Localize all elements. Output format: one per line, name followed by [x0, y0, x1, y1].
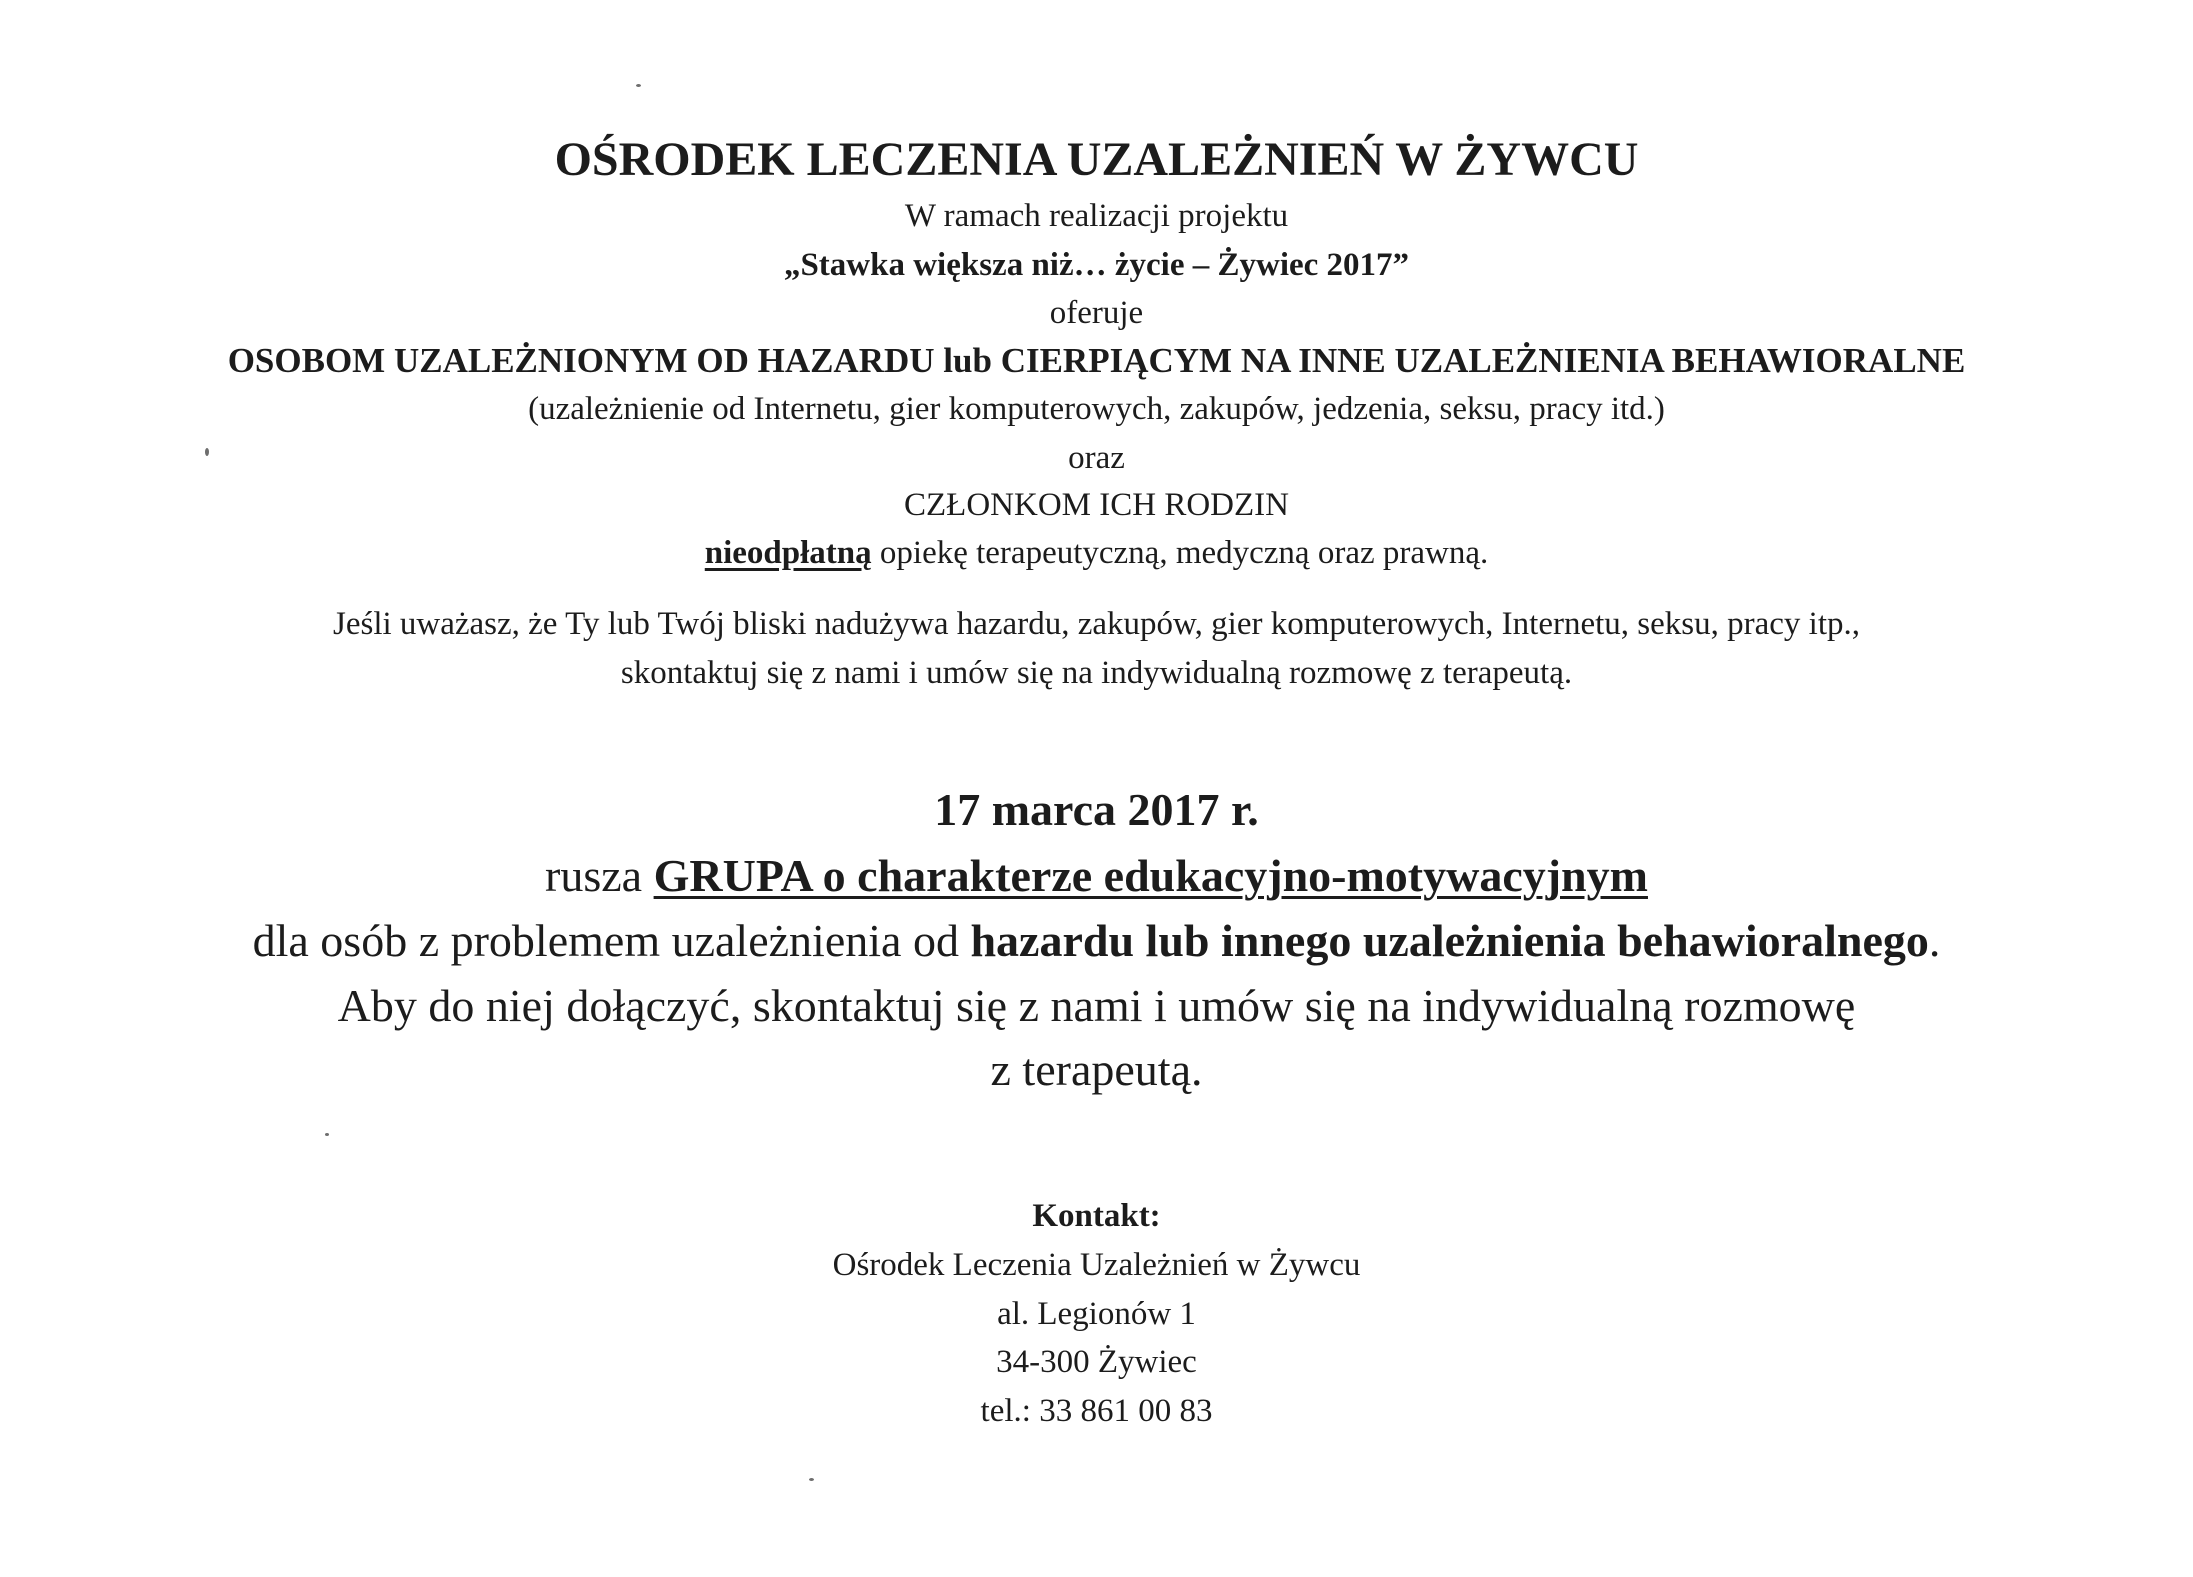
scan-speck [325, 1133, 329, 1136]
group-starts-text: rusza [545, 850, 654, 901]
audience-primary: OSOBOM UZALEŻNIONYM OD HAZARDU lub CIERPIĄCYM NA INNE UZALEŻNIENIA BEHAWIORALNE [227, 341, 1966, 380]
project-name: „Stawka większa niż… życie – Żywiec 2017” [783, 247, 1410, 283]
group-audience-bold: hazardu lub innego uzależnienia behawioralnego [970, 915, 1929, 966]
project-intro: W ramach realizacji projektu [904, 198, 1289, 234]
contact-city: 34-300 Żywiec [996, 1344, 1197, 1380]
group-audience-line [0, 915, 2193, 966]
group-audience-suffix: . [1928, 915, 1941, 966]
group-name: GRUPA o charakterze edukacyjno-motywacyjnym [653, 850, 1648, 901]
offers-text: oferuje [1049, 295, 1144, 331]
group-join-line-2: z terapeutą. [990, 1044, 1203, 1095]
audience-and: oraz [1068, 440, 1125, 476]
scan-speck [809, 1478, 814, 1481]
group-start-date: 17 marca 2017 r. [934, 784, 1259, 835]
scan-speck [636, 84, 641, 87]
group-start-line [0, 850, 2193, 901]
contact-street: al. Legionów 1 [997, 1296, 1196, 1332]
contact-name: Ośrodek Leczenia Uzależnień w Żywcu [832, 1247, 1361, 1283]
free-care-text: opiekę terapeutyczną, medyczną oraz prawną. [871, 535, 1489, 571]
free-care-line [0, 537, 2193, 570]
invite-line-2: skontaktuj się z nami i umów się na indywidualną rozmowę z terapeutą. [620, 655, 1573, 691]
group-join-line-1: Aby do niej dołączyć, skontaktuj się z nami i umów się na indywidualną rozmowę [337, 980, 1856, 1031]
contact-label: Kontakt: [1032, 1198, 1161, 1234]
invite-line-1: Jeśli uważasz, że Ty lub Twój bliski nadużywa hazardu, zakupów, gier komputerowych, Internetu, seksu, pracy itp., [332, 606, 1860, 642]
audience-examples: (uzależnienie od Internetu, gier komputerowych, zakupów, jedzenia, seksu, pracy itd.) [528, 391, 1665, 427]
group-audience-prefix: dla osób z problemem uzależnienia od [252, 915, 971, 966]
free-care-emphasis: nieodpłatną [704, 535, 872, 571]
audience-families: CZŁONKOM ICH RODZIN [904, 487, 1289, 523]
contact-phone: tel.: 33 861 00 83 [980, 1393, 1213, 1429]
page-title: OŚRODEK LECZENIA UZALEŻNIEŃ W ŻYWCU [554, 133, 1639, 186]
